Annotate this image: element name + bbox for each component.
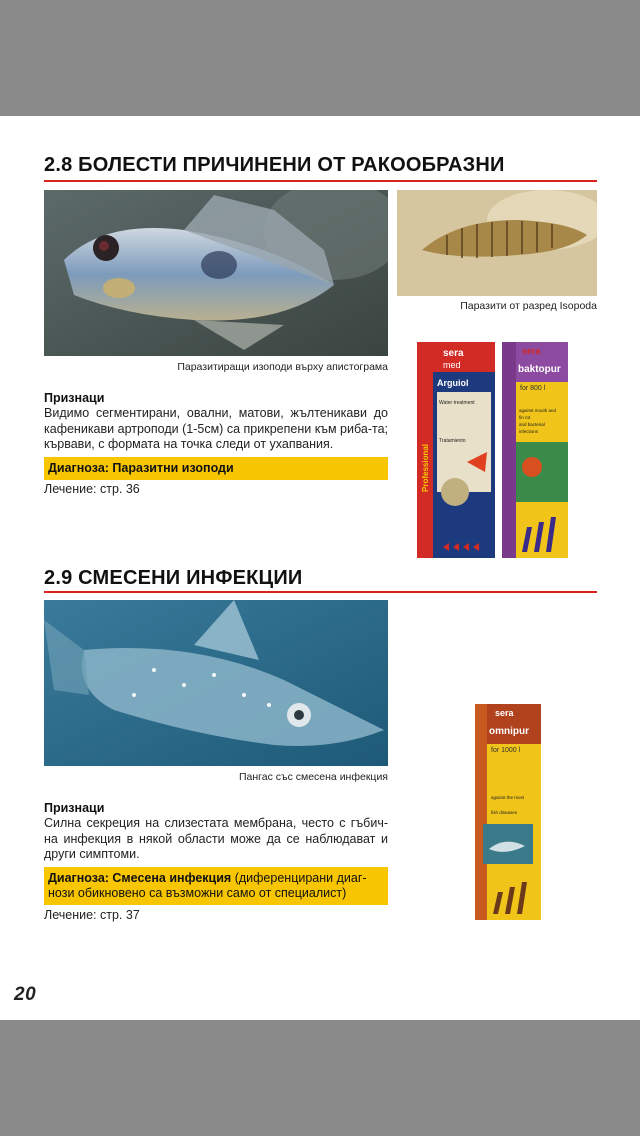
diagnosis-note: (диференцирани диаг-нози обикновено са възможни само от специалист): [48, 871, 367, 900]
product-name: baktopur: [518, 364, 561, 375]
apistogramma-photo: [44, 190, 388, 356]
product-text: against the most: [491, 795, 525, 800]
product-text: against mouth and: [519, 408, 557, 413]
section-title: 2.8 БОЛЕСТИ ПРИЧИНЕНИ ОТ РАКООБРАЗНИ: [44, 154, 505, 176]
baktopur-product-box: [502, 342, 568, 558]
figure-caption: Паразити от разред Isopoda: [460, 300, 597, 312]
treatment-link[interactable]: Лечение: стр. 37: [44, 908, 140, 922]
product-side-label: Professional: [421, 443, 430, 492]
page-number: 20: [14, 984, 37, 1005]
signs-text: Видимо сегментирани, овални, матови, жълтеникави до кафеникави артроподи (1-5см) са прикрепени към риба-та; кървави, с формата на точка следи от ухапвания.: [44, 406, 388, 451]
product-text: Tratamiento: [439, 438, 466, 444]
product-name: Arguiol: [437, 378, 469, 388]
product-text: infections: [519, 429, 539, 434]
product-text: and bacterial: [519, 422, 545, 427]
product-brand: sera: [495, 708, 514, 718]
treatment-link[interactable]: Лечение: стр. 36: [44, 482, 140, 496]
pangasius-photo: [44, 600, 388, 766]
diagnosis-label: Диагноза: Смесена инфекция: [48, 871, 232, 885]
arguiol-product-box: [417, 342, 495, 558]
signs-heading: Признаци: [44, 801, 105, 815]
section-title: 2.9 СМЕСЕНИ ИНФЕКЦИИ: [44, 567, 303, 589]
product-volume: for 1000 l: [491, 747, 521, 754]
isopoda-photo: [397, 190, 597, 296]
product-brand: sera: [443, 348, 464, 359]
product-sub: med: [443, 360, 461, 370]
product-brand: sera: [522, 346, 541, 356]
diagnosis-box: [44, 867, 388, 905]
product-volume: for 800 l: [520, 385, 546, 392]
product-text: Water treatment: [439, 400, 475, 406]
diagnosis-label: Диагноза: Паразитни изоподи: [48, 461, 234, 475]
document-page: [0, 116, 640, 1020]
signs-heading: Признаци: [44, 391, 105, 405]
figure-caption: Паразитиращи изоподи върху апистограма: [177, 361, 388, 373]
figure-caption: Пангас със смесена инфекция: [238, 771, 388, 783]
signs-text: Силна секреция на слизестата мембрана, често с гъбич-на инфекция в някой области може да се наблюдават и други симптоми.: [44, 816, 388, 861]
section-divider: [44, 180, 597, 182]
product-text: fish diseases: [491, 810, 518, 815]
product-text: fin rot: [519, 415, 531, 420]
diagnosis-box: [44, 457, 388, 480]
omnipur-product-box: [475, 704, 541, 920]
product-name: omnipur: [489, 726, 529, 737]
section-divider: [44, 591, 597, 593]
